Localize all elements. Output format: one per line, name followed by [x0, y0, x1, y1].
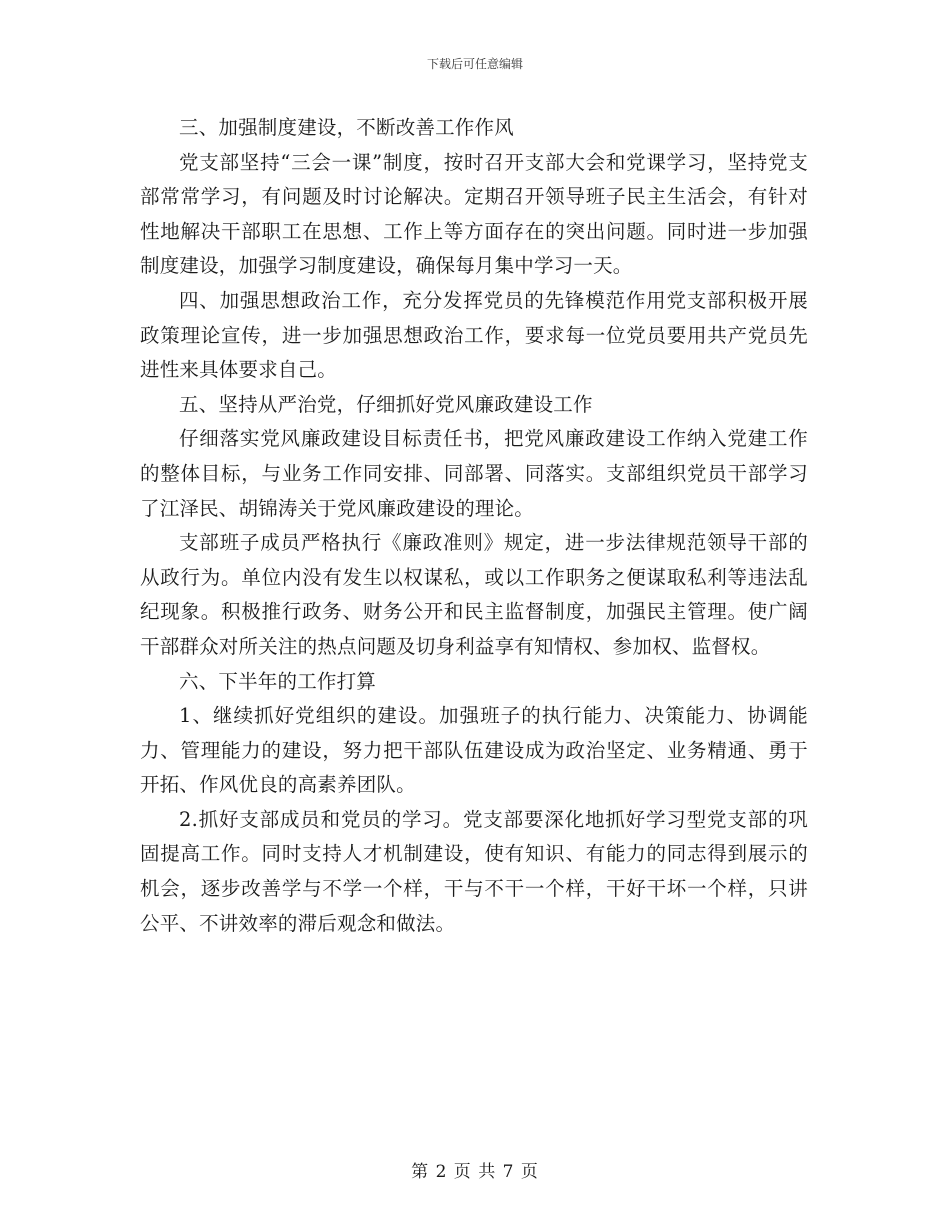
paragraph: 党支部坚持“三会一课”制度，按时召开支部大会和党课学习，坚持党支部常常学习，有问题及时讨论解决。定期召开领导班子民主生活会，有针对性地解决干部职工在思想、工作上等方面存在的突出问题。同时进一步加强制度建设，加强学习制度建设，确保每月集中学习一天。: [140, 150, 808, 278]
paragraph: 仔细落实党风廉政建设目标责任书，把党风廉政建设工作纳入党建工作的整体目标，与业务工作同安排、同部署、同落实。支部组织党员干部学习了江泽民、胡锦涛关于党风廉政建设的理论。: [140, 427, 808, 520]
plan-item-1: 1、继续抓好党组织的建设。加强班子的执行能力、决策能力、协调能力、管理能力的建设，努力把干部队伍建设成为政治坚定、业务精通、勇于开拓、作风优良的高素养团队。: [140, 704, 808, 797]
paragraph: 支部班子成员严格执行《廉政准则》规定，进一步法律规范领导干部的从政行为。单位内没有发生以权谋私，或以工作职务之便谋取私利等违法乱纪现象。积极推行政务、财务公开和民主监督制度，加强民主管理。使广阔干部群众对所关注的热点问题及切身利益享有知情权、参加权、监督权。: [140, 531, 808, 658]
section-heading-5: 五、坚持从严治党，仔细抓好党风廉政建设工作: [179, 392, 593, 416]
page-number: 第 2 页 共 7 页: [411, 1162, 539, 1182]
section-heading-3: 三、加强制度建设，不断改善工作作风: [179, 116, 514, 139]
plan-item-2: 2.抓好支部成员和党员的学习。党支部要深化地抓好学习型党支部的巩固提高工作。同时支持人才机制建设，使有知识、有能力的同志得到展示的机会，逐步改善学与不学一个样，干与不干一个样，干好干坏一个样，只讲公平、不讲效率的滞后观念和做法。: [140, 807, 808, 935]
section-heading-6: 六、下半年的工作打算: [179, 669, 377, 693]
document-body: [140, 111, 808, 941]
section-heading-4: 四、加强思想政治工作，充分发挥党员的先锋模范作用党支部积极开展政策理论宣传，进一步加强思想政治工作，要求每一位党员要用共产党员先进性来具体要求自己。: [140, 288, 808, 382]
page-header: 下载后可任意编辑: [426, 57, 523, 71]
